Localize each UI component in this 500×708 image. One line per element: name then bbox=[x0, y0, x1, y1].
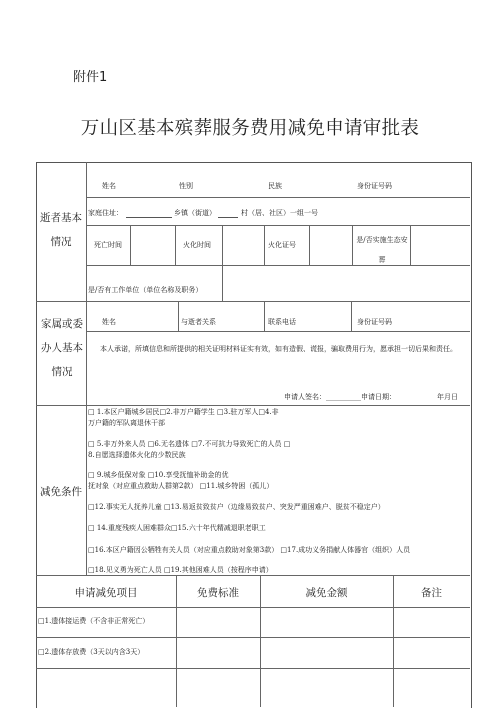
deceased-gender-label: 性别 bbox=[179, 182, 193, 190]
deceased-name-label: 姓名 bbox=[102, 182, 116, 190]
fee-item: □2.遗体存放费（3天以内含3天） bbox=[38, 648, 145, 656]
rule bbox=[410, 225, 411, 265]
rule bbox=[86, 331, 470, 332]
form-title: 万山区基本殡葬服务费用减免申请审批表 bbox=[80, 118, 420, 139]
rule bbox=[178, 301, 179, 331]
condition-line: □16.本区户籍因公牺牲有关人员（对应重点救助对象第3款） □17.成功义务捐献人体器官（组织）人员 bbox=[88, 546, 411, 554]
rule bbox=[86, 225, 470, 226]
cremation-cert-label: 火化证号 bbox=[268, 241, 296, 249]
address-town-label: 乡镇（街道） bbox=[174, 209, 216, 217]
deceased-id-label: 身份证号码 bbox=[357, 182, 392, 190]
death-time-label: 死亡时间 bbox=[94, 241, 122, 249]
rule bbox=[86, 162, 87, 575]
condition-line: □ 9.城乡低保对象 □10.享受抚恤补助金的优 bbox=[88, 471, 229, 479]
deceased-section-label: 逝者基本情况 bbox=[40, 212, 82, 248]
rule bbox=[309, 225, 310, 265]
rule bbox=[86, 197, 470, 198]
family-name-label: 姓名 bbox=[102, 318, 116, 326]
fee-header-amount: 减免金额 bbox=[305, 587, 348, 599]
family-phone-label: 联系电话 bbox=[268, 318, 296, 326]
cremation-time-label: 火化时间 bbox=[183, 241, 211, 249]
rule bbox=[352, 225, 353, 265]
date-label: 年月日 bbox=[437, 393, 458, 401]
signature-line: 申请人签名：__________申请日期： bbox=[284, 393, 396, 401]
address-village-label: 村（居、社区）一组一号 bbox=[241, 209, 318, 217]
rule bbox=[36, 575, 470, 576]
deceased-ethnicity-label: 民族 bbox=[268, 182, 282, 190]
fee-header-notes: 备注 bbox=[421, 587, 442, 599]
rule bbox=[222, 265, 223, 301]
rule bbox=[36, 405, 470, 406]
fee-header-item: 申请减免项目 bbox=[74, 587, 138, 599]
condition-line: □ 1.本区户籍城乡居民□2.非万户籍学生 □3.驻万军人□4.非 bbox=[88, 408, 279, 416]
rule bbox=[130, 225, 131, 265]
rule bbox=[36, 607, 470, 608]
fee-header-standard: 免费标准 bbox=[197, 587, 239, 599]
condition-line: □ 5.非万外来人员 □6.无名遗体 □7.不可抗力导致死亡的人员 □ bbox=[88, 440, 291, 448]
rule bbox=[222, 225, 223, 265]
address-village-field bbox=[218, 209, 238, 218]
condition-line: □ 14.重度残疾人困难群众□15.六十年代精减退职老职工 bbox=[88, 524, 266, 532]
rule bbox=[175, 225, 176, 265]
pledge-text: 本人承诺，所填信息和所提供的相关证明材料证实有效，如有造假、谎报，骗取费用行为，愿承担一切后果和责任。 bbox=[100, 345, 457, 353]
family-id-label: 身份证号码 bbox=[357, 318, 392, 326]
rule bbox=[36, 301, 470, 302]
condition-line: 万户籍的军队离退休干部 bbox=[88, 419, 165, 427]
attachment-label: 附件1 bbox=[73, 70, 108, 85]
family-relation-label: 与逝者关系 bbox=[181, 318, 216, 326]
family-section-label: 家属或委办人基本情况 bbox=[41, 318, 83, 378]
eco-burial-label: 是/否实施生态安葬 bbox=[356, 236, 408, 264]
rule bbox=[86, 265, 470, 266]
rule bbox=[36, 637, 470, 638]
address-town-field bbox=[126, 209, 172, 218]
workplace-label: 是/否有工作单位（单位名称及职务） bbox=[88, 286, 203, 294]
fee-item: □1.遗体接运费（不含非正常死亡） bbox=[38, 617, 150, 625]
conditions-section-label: 减免条件 bbox=[40, 486, 82, 498]
condition-line: □12.事实无人抚养儿童 □13.易返贫致贫户（边缘易致贫户、突发严重困难户、脱贫不稳定户） bbox=[88, 503, 385, 511]
address-label: 家庭住址： bbox=[88, 209, 123, 217]
rule bbox=[264, 301, 265, 331]
condition-line: □18.见义勇为死亡人员 □19.其他困难人员（按程序申请） bbox=[88, 566, 273, 574]
condition-line: 抚对象（对应重点救助人群第2款） □11.城乡特困（孤儿） bbox=[88, 482, 274, 490]
rule bbox=[264, 225, 265, 265]
rule bbox=[36, 668, 470, 669]
rule bbox=[351, 301, 352, 331]
condition-line: 8.自愿选择遗体火化的少数民族 bbox=[88, 451, 186, 459]
